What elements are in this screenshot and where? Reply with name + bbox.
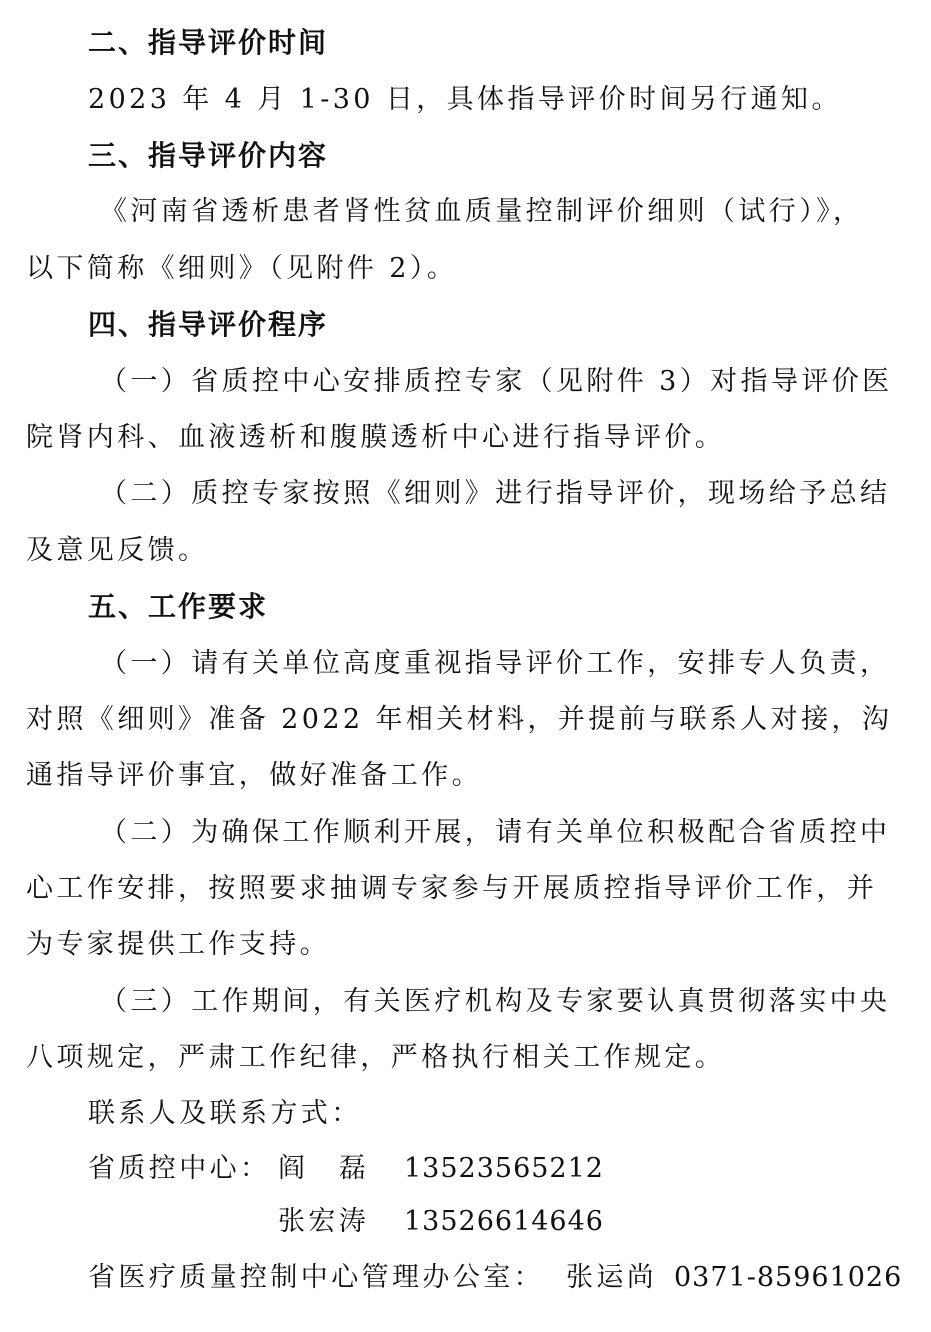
paragraph-line: 心工作安排，按照要求抽调专家参与开展质控指导评价工作，并 — [26, 873, 878, 904]
paragraph-line: 《河南省透析患者肾性贫血质量控制评价细则（试行）》， — [100, 196, 864, 227]
paragraph-line: （一）请有关单位高度重视指导评价工作，安排专人负责， — [100, 648, 891, 679]
paragraph-line: （一）省质控中心安排质控专家（见附件 3）对指导评价医 — [100, 366, 893, 397]
paragraph-line: 以下简称《细则》（见附件 2）。 — [26, 253, 458, 284]
paragraph-line: （三）工作期间，有关医疗机构及专家要认真贯彻落实中央 — [100, 986, 891, 1017]
paragraph-line: 八项规定，严肃工作纪律，严格执行相关工作规定。 — [26, 1042, 726, 1073]
contact-person-name: 阎 磊 — [278, 1153, 370, 1184]
office-person-name: 张运尚 — [566, 1262, 658, 1293]
center-label: 省质控中心： — [88, 1153, 271, 1184]
paragraph-line: 对照《细则》准备 2022 年相关材料，并提前与联系人对接，沟 — [26, 704, 893, 735]
paragraph-line: 院肾内科、血液透析和腹膜透析中心进行指导评价。 — [26, 422, 726, 453]
paragraph-line: （二）质控专家按照《细则》进行指导评价，现场给予总结 — [100, 478, 891, 509]
section-heading-content: 三、指导评价内容 — [88, 139, 329, 172]
paragraph-line: 为专家提供工作支持。 — [26, 929, 330, 960]
office-label: 省医疗质量控制中心管理办公室： — [88, 1262, 544, 1293]
paragraph-line: 通指导评价事宜，做好准备工作。 — [26, 760, 482, 791]
section-heading-procedure: 四、指导评价程序 — [88, 308, 329, 341]
paragraph-line: 2023 年 4 月 1-30 日，具体指导评价时间另行通知。 — [88, 84, 842, 115]
office-phone: 0371-85961026 — [674, 1262, 903, 1293]
contacts-intro: 联系人及联系方式： — [88, 1098, 362, 1129]
contact-person-name: 张宏涛 — [278, 1206, 370, 1237]
section-heading-requirements: 五、工作要求 — [88, 590, 269, 623]
section-heading-time: 二、指导评价时间 — [88, 26, 329, 59]
contact-phone: 13526614646 — [404, 1206, 604, 1237]
paragraph-line: （二）为确保工作顺利开展，请有关单位积极配合省质控中 — [100, 817, 891, 848]
contact-phone: 13523565212 — [404, 1153, 604, 1184]
paragraph-line: 及意见反馈。 — [26, 535, 209, 566]
